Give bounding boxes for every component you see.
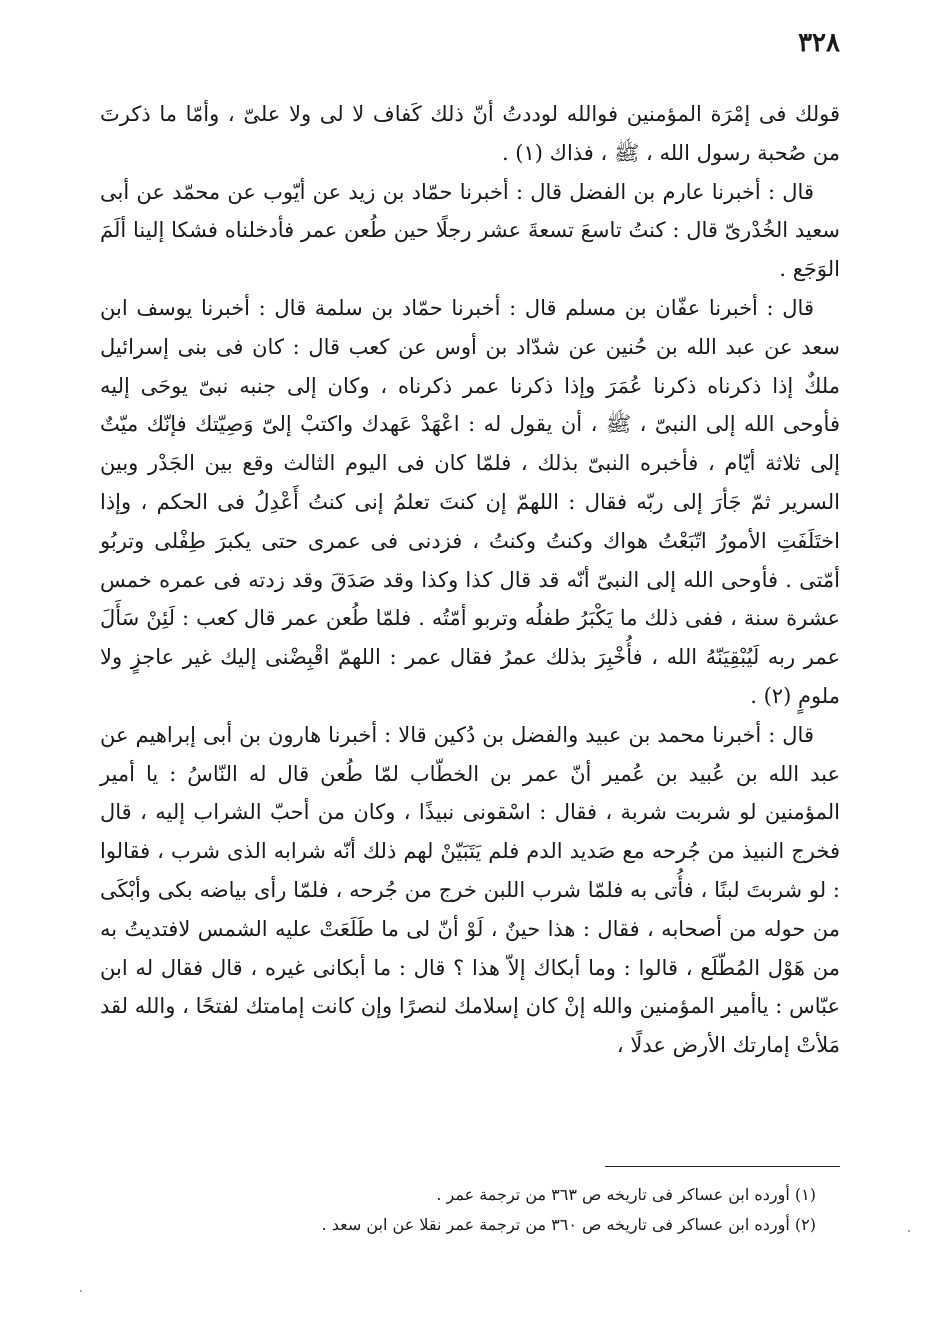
scan-speck (908, 1230, 910, 1232)
footnote-divider (605, 1166, 840, 1167)
footnote-2: (٢) أورده ابن عساكر فى تاريخه ص ٣٦٠ من ترجمة عمر نقلا عن ابن سعد . (321, 1215, 816, 1234)
paragraph-4: قال : أخبرنا محمد بن عبيد والفضل بن دُكين قالا : أخبرنا هارون بن أبى إبراهيم عن عبد الله بن عُبيد بن عُمير أنّ عمر بن الخطّاب لمّا طُعن قال له النّاسُ : يا أمير المؤمنين لو شربت شربة ، فقال : اسْقونى نبيذًا ، وكان من أحبّ الشراب إليه ، قال فخرج النبيذ من جُرحه مع صَديد الدم فلم يَتَبَيّنْ لهم ذلك أنّه شرابه الذى شرب ، فقالوا : لو شربتَ لبنًا ، فأُتى به فلمّا شرب اللبن خرج من جُرحه ، فلمّا رأى بياضه بكى وأبْكَى من حوله من أصحابه ، فقال : هذا حينٌ ، لَوْ أنّ لى ما طَلَعَتْ عليه الشمس لافتديتُ به من هَوْل المُطّلَع ، قالوا : وما أبكاك إلاّ هذا ؟ قال : ما أبكانى غيره ، قال فقال له ابن عبّاس : ياأمير المؤمنين والله إنْ كان إسلامك لنصرًا وإن كانت إمامتك لفتحًا ، والله لقد مَلأتْ إمارتك الأرض عدلًا ، (100, 722, 840, 1058)
page-number: ٣٢٨ (798, 28, 840, 58)
scan-speck (80, 1290, 82, 1292)
paragraph-3: قال : أخبرنا عفّان بن مسلم قال : أخبرنا حمّاد بن سلمة قال : أخبرنا يوسف ابن سعد عن عبد الله بن حُنين عن شدّاد بن أوس عن كعب قال : كان فى بنى إسرائيل ملكٌ إذا ذكرناه ذكرنا عُمَرَ وإذا ذكرنا عمر ذكرناه ، وكان إلى جنبه نبىّ يوحَى إليه فأوحى الله إلى النبىّ ، ﷺ ، أن يقول له : اعْهَدْ عَهدك واكتبْ إلىّ وَصِيّتك فإنّك ميّتٌ إلى ثلاثة أيّام ، فأخبره النبىّ بذلك ، فلمّا كان فى اليوم الثالث وقع بين الجَدْر وبين السرير ثمّ جَأرَ إلى ربّه فقال : اللهمّ إن كنتَ تعلمُ إنى كنتُ أَعْدِلُ فى الحكم ، وإذا اختَلَفَتِ الأمورُ اتّبَعْتُ هواك وكنتُ وكنتُ ، فزدنى فى عمرى حتى يكبرَ طِفْلى وتربُو أمّتى . فأوحى الله إلى النبىّ أنّه قد قال كذا وكذا وقد صَدَقَ وقد زدته فى عمره خمس عشرة سنة ، ففى ذلك ما يَكْبَرُ طفلُه وتربو أمّتُه . فلمّا طُعن عمر قال كعب : لَئِنْ سَأَلَ عمر ربه لَيُبْقِيَنّهُ الله ، فأُخْبِرَ بذلك عمرُ فقال عمر : اللهمّ اقْبِضْنى إليك غير عاجزٍ ولا ملومٍ (٢) . (100, 295, 840, 708)
paragraph-1: قولك فى إمْرَة المؤمنين فوالله لوددتُ أنّ ذلك كَفاف لا لى ولا علىّ ، وأمّا ما ذكرتَ من صُحبة رسول الله ، ﷺ ، فذاك (١) . (100, 102, 840, 165)
footnotes (100, 1180, 840, 1240)
paragraph-2: قال : أخبرنا عارم بن الفضل قال : أخبرنا حمّاد بن زيد عن أيّوب عن محمّد عن أبى سعيد الخُدْرىّ قال : كنتُ تاسعَ تسعةَ عشر رجلًا حين طُعن عمر فأدخلناه فشكا إلينا ألَمَ الوَجَع . (100, 179, 840, 282)
footnote-1: (١) أورده ابن عساكر فى تاريخه ص ٣٦٣ من ترجمة عمر . (436, 1185, 816, 1204)
main-text (100, 95, 840, 1065)
